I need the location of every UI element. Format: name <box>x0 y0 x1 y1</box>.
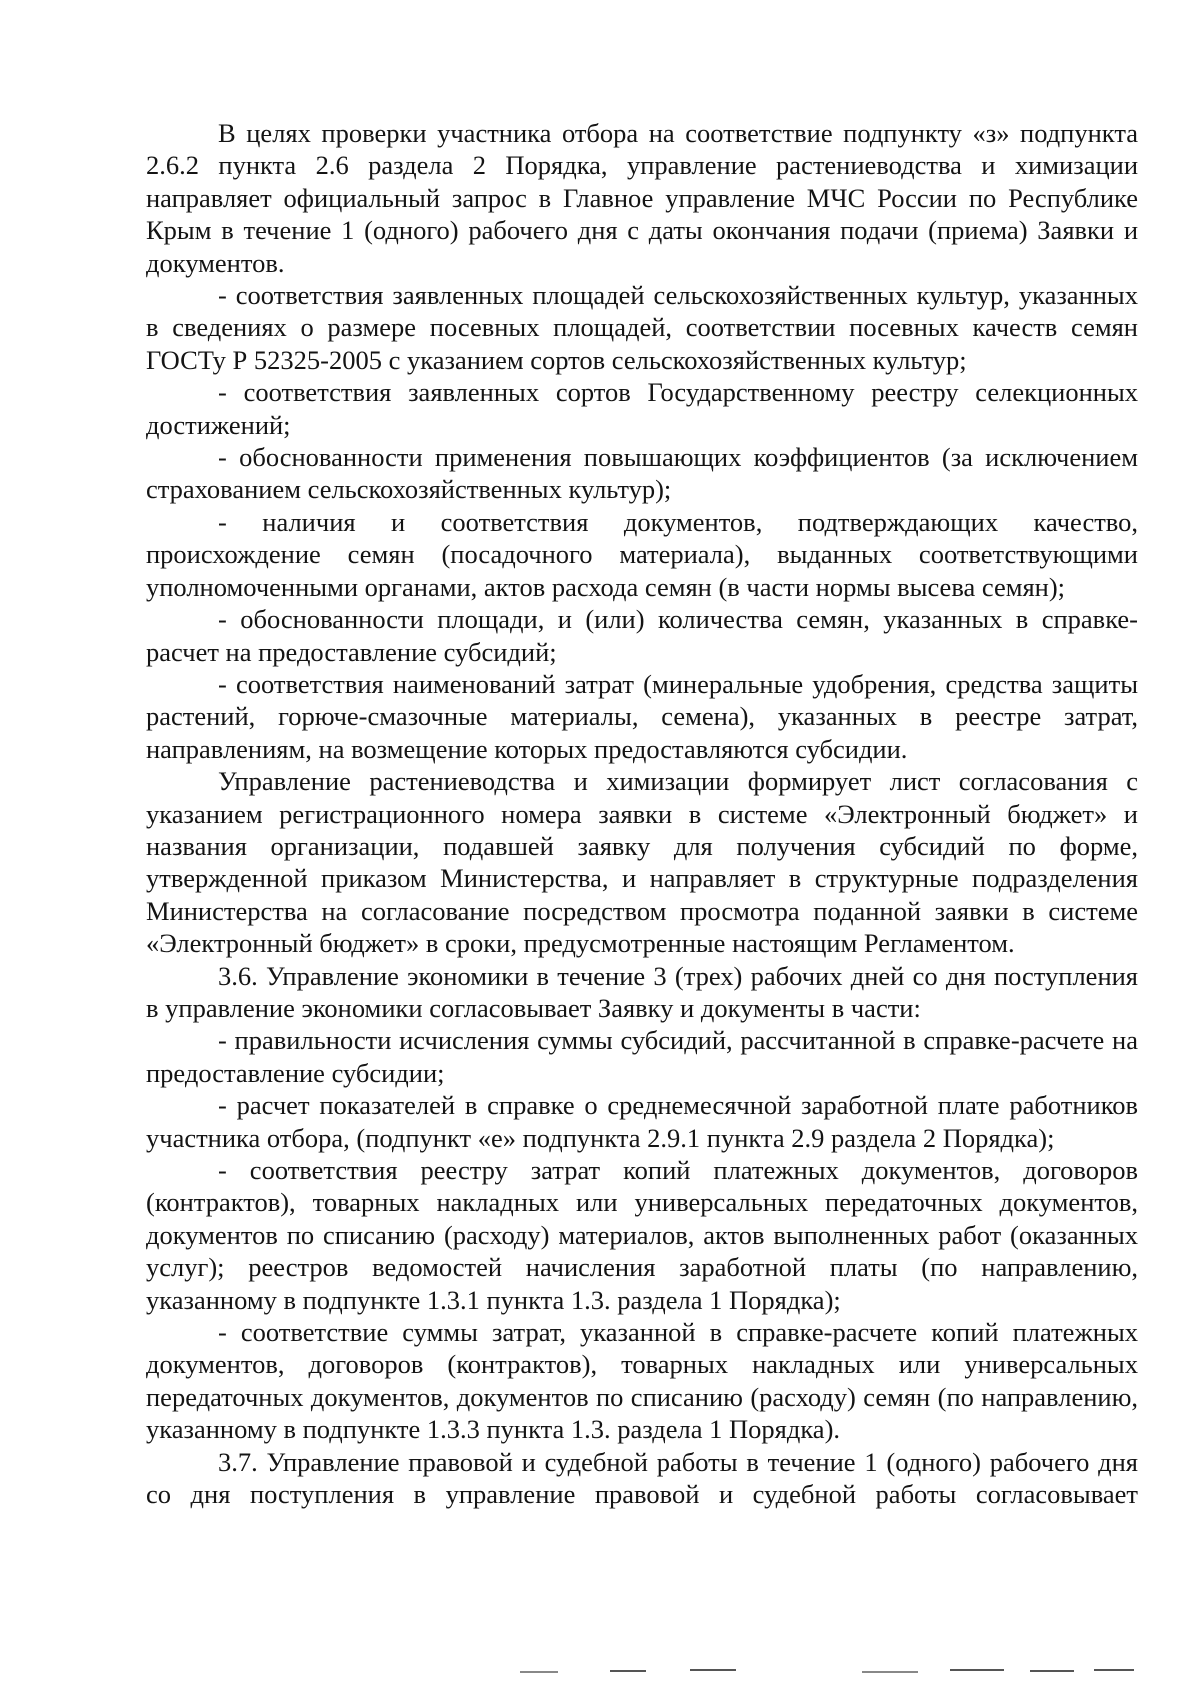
paragraph-approval-sheet: Управление растениеводства и химизации формирует лист согласования с указанием регистрационного номера заявки в системе «Электронный бюджет» и названия организации, подавшей заявку для получения субсидий по форме, утвержденной приказом Министерства, и направляет в структурные подразделения Министерства на согласование посредством просмотра поданной заявки в системе «Электронный бюджет» в сроки, предусмотренные настоящим Регламентом. <box>146 766 1138 959</box>
paragraph-section-3-7: 3.7. Управление правовой и судебной работы в течение 1 (одного) рабочего дня со дня поступления в управление правовой и судебной работы согласовывает <box>146 1446 1138 1510</box>
paragraph-variety-register: - соответствия заявленных сортов Государственному реестру селекционных достижений; <box>146 377 1138 440</box>
paragraph-sown-areas: - соответствия заявленных площадей сельскохозяйственных культур, указанных в сведениях о размере посевных площадей, соответствии посевных качеств семян ГОСТу Р 52325-2005 с указанием сортов сельскохозяйственных культур; <box>146 280 1138 375</box>
scan-mark <box>1094 1669 1134 1671</box>
scan-mark <box>520 1671 558 1673</box>
paragraph-seed-quality-documents: - наличия и соответствия документов, подтверждающих качество, происхождение семян (посадочного материала), выданных соответствующими уполномоченными органами, актов расхода семян (в части нормы высева семян); <box>146 506 1138 602</box>
paragraph-cost-names: - соответствия наименований затрат (минеральные удобрения, средства защиты растений, горюче-смазочные материалы, семена), указанных в реестре затрат, направлениям, на возмещение которых предоставляются субсидии. <box>146 668 1138 764</box>
paragraph-area-seed-quantity: - обоснованности площади, и (или) количества семян, указанных в справке-расчет на предоставление субсидий; <box>146 604 1138 667</box>
scan-mark <box>1030 1670 1074 1672</box>
paragraph-section-3-6: 3.6. Управление экономики в течение 3 (трех) рабочих дней со дня поступления в управление экономики согласовывает Заявку и документы в части: <box>146 960 1138 1023</box>
paragraph-subsidy-calculation: - правильности исчисления суммы субсидий, рассчитанной в справке-расчете на предоставление субсидии; <box>146 1025 1138 1088</box>
scan-mark <box>610 1670 646 1672</box>
scan-artifacts <box>0 1650 1200 1697</box>
paragraph-cost-amount-documents: - соответствие суммы затрат, указанной в справке-расчете копий платежных документов, договоров (контрактов), товарных накладных или универсальных передаточных документов, документов по списанию (расходу) семян (по направлению, указанному в подпункте 1.3.3 пункта 1.3. раздела 1 Порядка). <box>146 1317 1138 1445</box>
paragraph-average-salary: - расчет показателей в справке о среднемесячной заработной плате работников участника отбора, (подпункт «е» подпункта 2.9.1 пункта 2.9 раздела 2 Порядка); <box>146 1090 1138 1153</box>
scan-mark <box>950 1669 1004 1671</box>
scan-mark <box>862 1671 918 1673</box>
scan-mark <box>690 1669 736 1671</box>
paragraph-coefficients: - обоснованности применения повышающих коэффициентов (за исключением страхованием сельскохозяйственных культур); <box>146 442 1138 505</box>
paragraph-cost-register-documents: - соответствия реестру затрат копий платежных документов, договоров (контрактов), товарных накладных или универсальных передаточных документов, документов по списанию (расходу) материалов, актов выполненных работ (оказанных услуг); реестров ведомостей начисления заработной платы (по направлению, указанному в подпункте 1.3.1 пункта 1.3. раздела 1 Порядка); <box>146 1155 1138 1315</box>
document-body <box>146 117 1138 1510</box>
paragraph-mchs-request: В целях проверки участника отбора на соответствие подпункту «з» подпункта 2.6.2 пункта 2.6 раздела 2 Порядка, управление растениеводства и химизации направляет официальный запрос в Главное управление МЧС России по Республике Крым в течение 1 (одного) рабочего дня с даты окончания подачи (приема) Заявки и документов. <box>146 118 1138 278</box>
